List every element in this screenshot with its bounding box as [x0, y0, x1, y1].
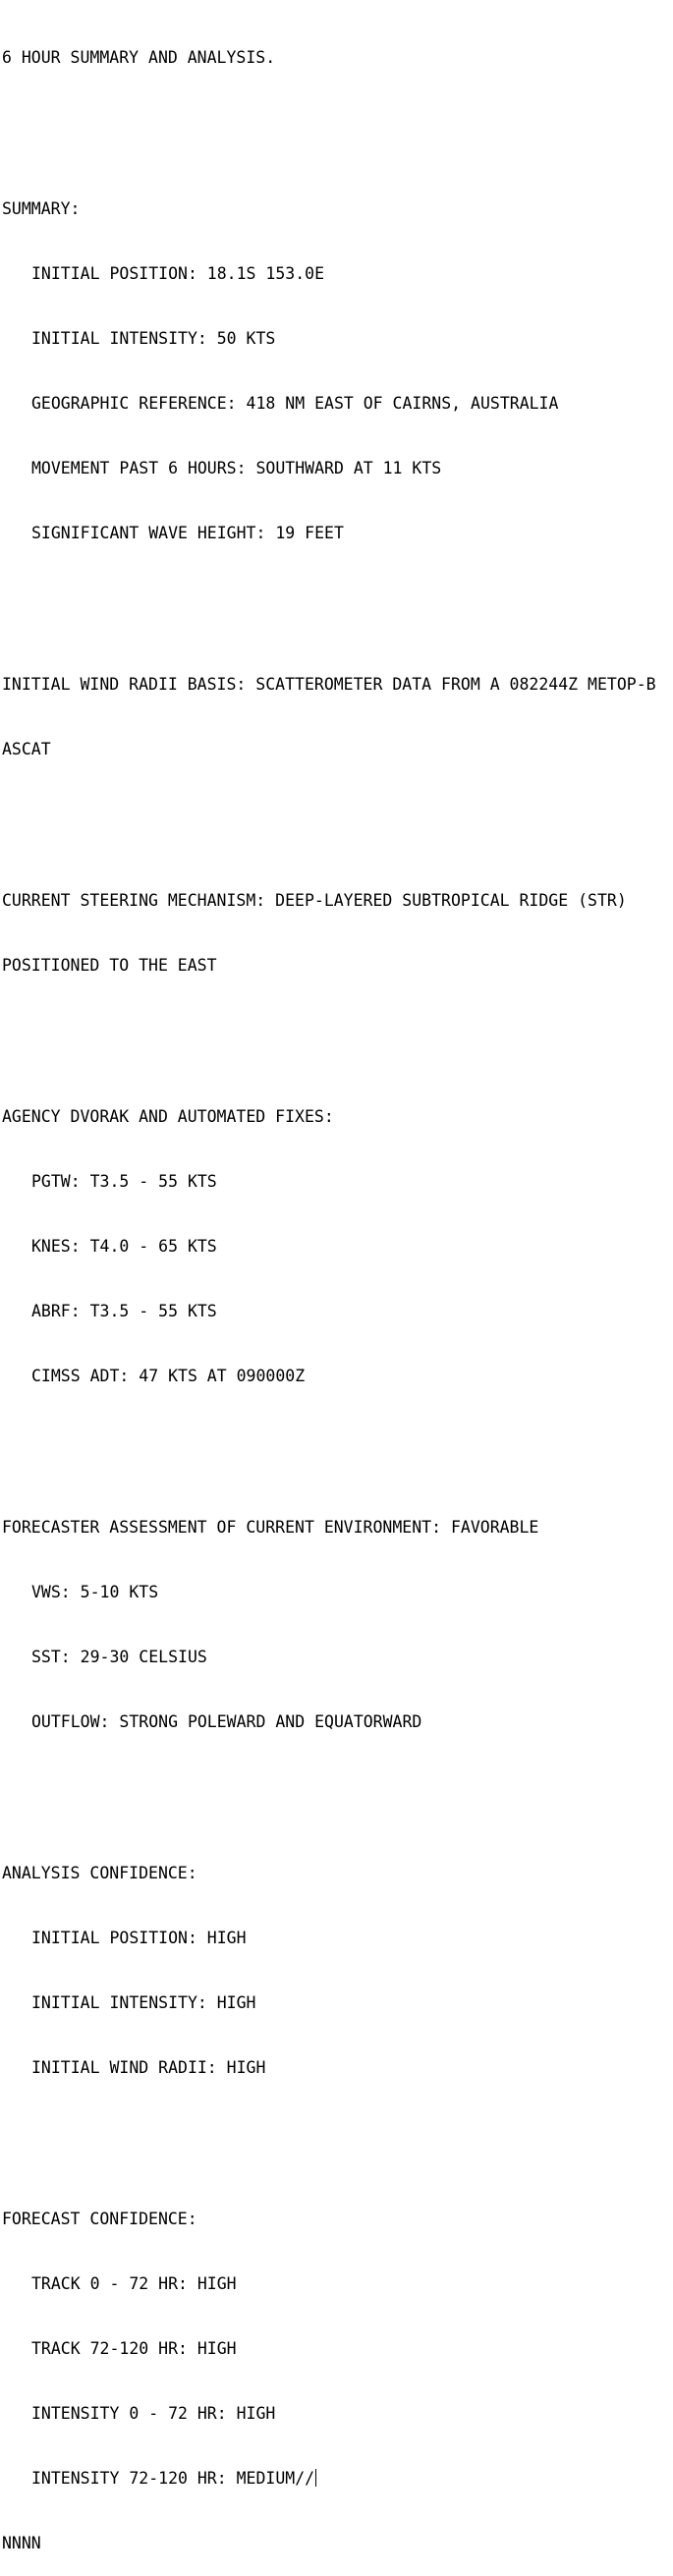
forecast-confidence-heading: FORECAST CONFIDENCE: [2, 2210, 197, 2228]
spacer [2, 1020, 656, 1041]
analysis-confidence-wind-radii: INITIAL WIND RADII: HIGH [31, 2058, 266, 2077]
summary-movement: MOVEMENT PAST 6 HOURS: SOUTHWARD AT 11 KTS [31, 459, 442, 477]
spacer [2, 588, 656, 609]
summary-wave-height: SIGNIFICANT WAVE HEIGHT: 19 FEET [31, 524, 344, 542]
wind-radii-line-1: INITIAL WIND RADII BASIS: SCATTEROMETER DATA FROM A 082244Z METOP-B [2, 675, 656, 694]
spacer [2, 1430, 656, 1452]
environment-outflow: OUTFLOW: STRONG POLEWARD AND EQUATORWARD [31, 1712, 422, 1731]
bulletin-header: 6 HOUR SUMMARY AND ANALYSIS. [2, 48, 276, 67]
dvorak-pgtw: PGTW: T3.5 - 55 KTS [31, 1172, 217, 1191]
bulletin-text[interactable] [2, 4, 656, 2576]
steering-line-1: CURRENT STEERING MECHANISM: DEEP-LAYERED SUBTROPICAL RIDGE (STR) [2, 891, 627, 910]
environment-vws: VWS: 5-10 KTS [31, 1583, 159, 1601]
summary-initial-intensity: INITIAL INTENSITY: 50 KTS [31, 329, 276, 348]
spacer [2, 804, 656, 825]
spacer [2, 2122, 656, 2144]
dvorak-knes: KNES: T4.0 - 65 KTS [31, 1237, 217, 1256]
text-cursor [315, 2469, 316, 2487]
summary-heading: SUMMARY: [2, 199, 81, 218]
spacer [2, 1776, 656, 1798]
environment-heading: FORECASTER ASSESSMENT OF CURRENT ENVIRONMENT: FAVORABLE [2, 1518, 539, 1537]
forecast-confidence-intensity-72-120-row [2, 2468, 656, 2490]
bulletin-footer: NNNN [2, 2534, 41, 2552]
forecast-confidence-intensity-0-72: INTENSITY 0 - 72 HR: HIGH [31, 2404, 276, 2423]
analysis-confidence-heading: ANALYSIS CONFIDENCE: [2, 1864, 197, 1882]
summary-initial-position: INITIAL POSITION: 18.1S 153.0E [31, 264, 325, 283]
dvorak-abrf: ABRF: T3.5 - 55 KTS [31, 1302, 217, 1320]
forecast-confidence-track-72-120: TRACK 72-120 HR: HIGH [31, 2339, 237, 2358]
analysis-confidence-position: INITIAL POSITION: HIGH [31, 1929, 247, 1947]
steering-line-2: POSITIONED TO THE EAST [2, 956, 217, 975]
forecast-confidence-track-0-72: TRACK 0 - 72 HR: HIGH [31, 2274, 237, 2293]
environment-sst: SST: 29-30 CELSIUS [31, 1648, 207, 1666]
forecast-confidence-intensity-72-120: INTENSITY 72-120 HR: MEDIUM// [31, 2469, 315, 2488]
wind-radii-line-2: ASCAT [2, 740, 51, 758]
summary-geographic-reference: GEOGRAPHIC REFERENCE: 418 NM EAST OF CAIRNS, AUSTRALIA [31, 394, 559, 413]
dvorak-cimss-adt: CIMSS ADT: 47 KTS AT 090000Z [31, 1367, 306, 1385]
analysis-confidence-intensity: INITIAL INTENSITY: HIGH [31, 1993, 256, 2012]
dvorak-heading: AGENCY DVORAK AND AUTOMATED FIXES: [2, 1107, 334, 1126]
spacer [2, 112, 656, 134]
